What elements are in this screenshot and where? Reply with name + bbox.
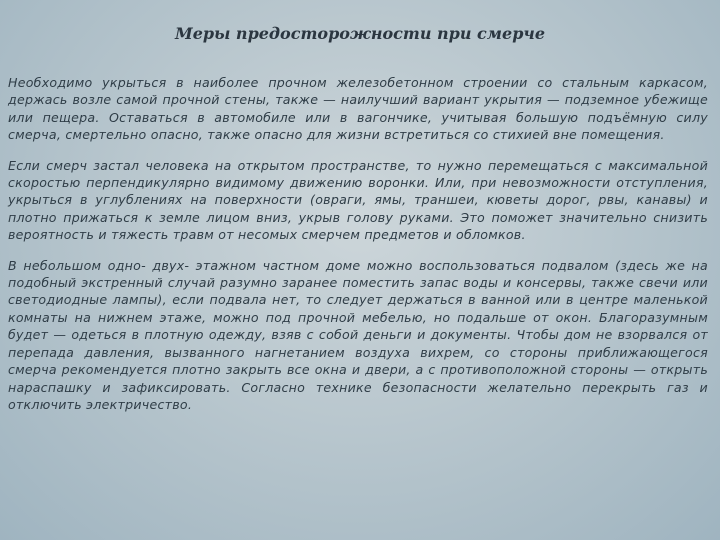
slide-title: Меры предосторожности при смерче — [175, 24, 545, 43]
paragraph-shelter: Необходимо укрыться в наиболее прочном железобетонном строении со стальным каркасом, держась возле самой прочной стены, также — наилучший вариант укрытия — подземное убежище или пещера. Оставаться в автомобиле или в вагончике, учитывая большую подъёмную силу смерча, смертельно опасно, также опасно для жизни встретиться со стихией вне помещения. — [8, 75, 708, 143]
paragraph-private-house: В небольшом одно- двух- этажном частном доме можно воспользоваться подвалом (здесь же на подобный экстренный случай разумно заранее поместить запас воды и консервы, также свечи или светодиодные лампы), если подвала нет, то следует держаться в ванной или в центре маленькой комнаты на нижнем этаже, можно под прочной мебелью, но подальше от окон. Благоразумным будет — одеться в плотную одежду, взяв с собой деньги и документы. Чтобы дом не взорвался от перепада давления, вызванного нагнетанием воздуха вихрем, со стороны приближающегося смерча рекомендуется плотно закрыть все окна и двери, а с противоположной стороны — открыть нараспашку и зафиксировать. Согласно технике безопасности желательно перекрыть газ и отключить электричество. — [8, 257, 708, 412]
slide-body — [8, 74, 708, 426]
paragraph-open-space: Если смерч застал человека на открытом пространстве, то нужно перемещаться с максимальной скоростью перпендикулярно видимому движению воронки. Или, при невозможности отступления, укрыться в углублениях на поверхности (овраги, ямы, траншеи, кюветы дорог, рвы, канавы) и плотно прижаться к земле лицом вниз, укрыв голову руками. Это поможет значительно снизить вероятность и тяжесть травм от несомых смерчем предметов и обломков. — [8, 157, 708, 243]
